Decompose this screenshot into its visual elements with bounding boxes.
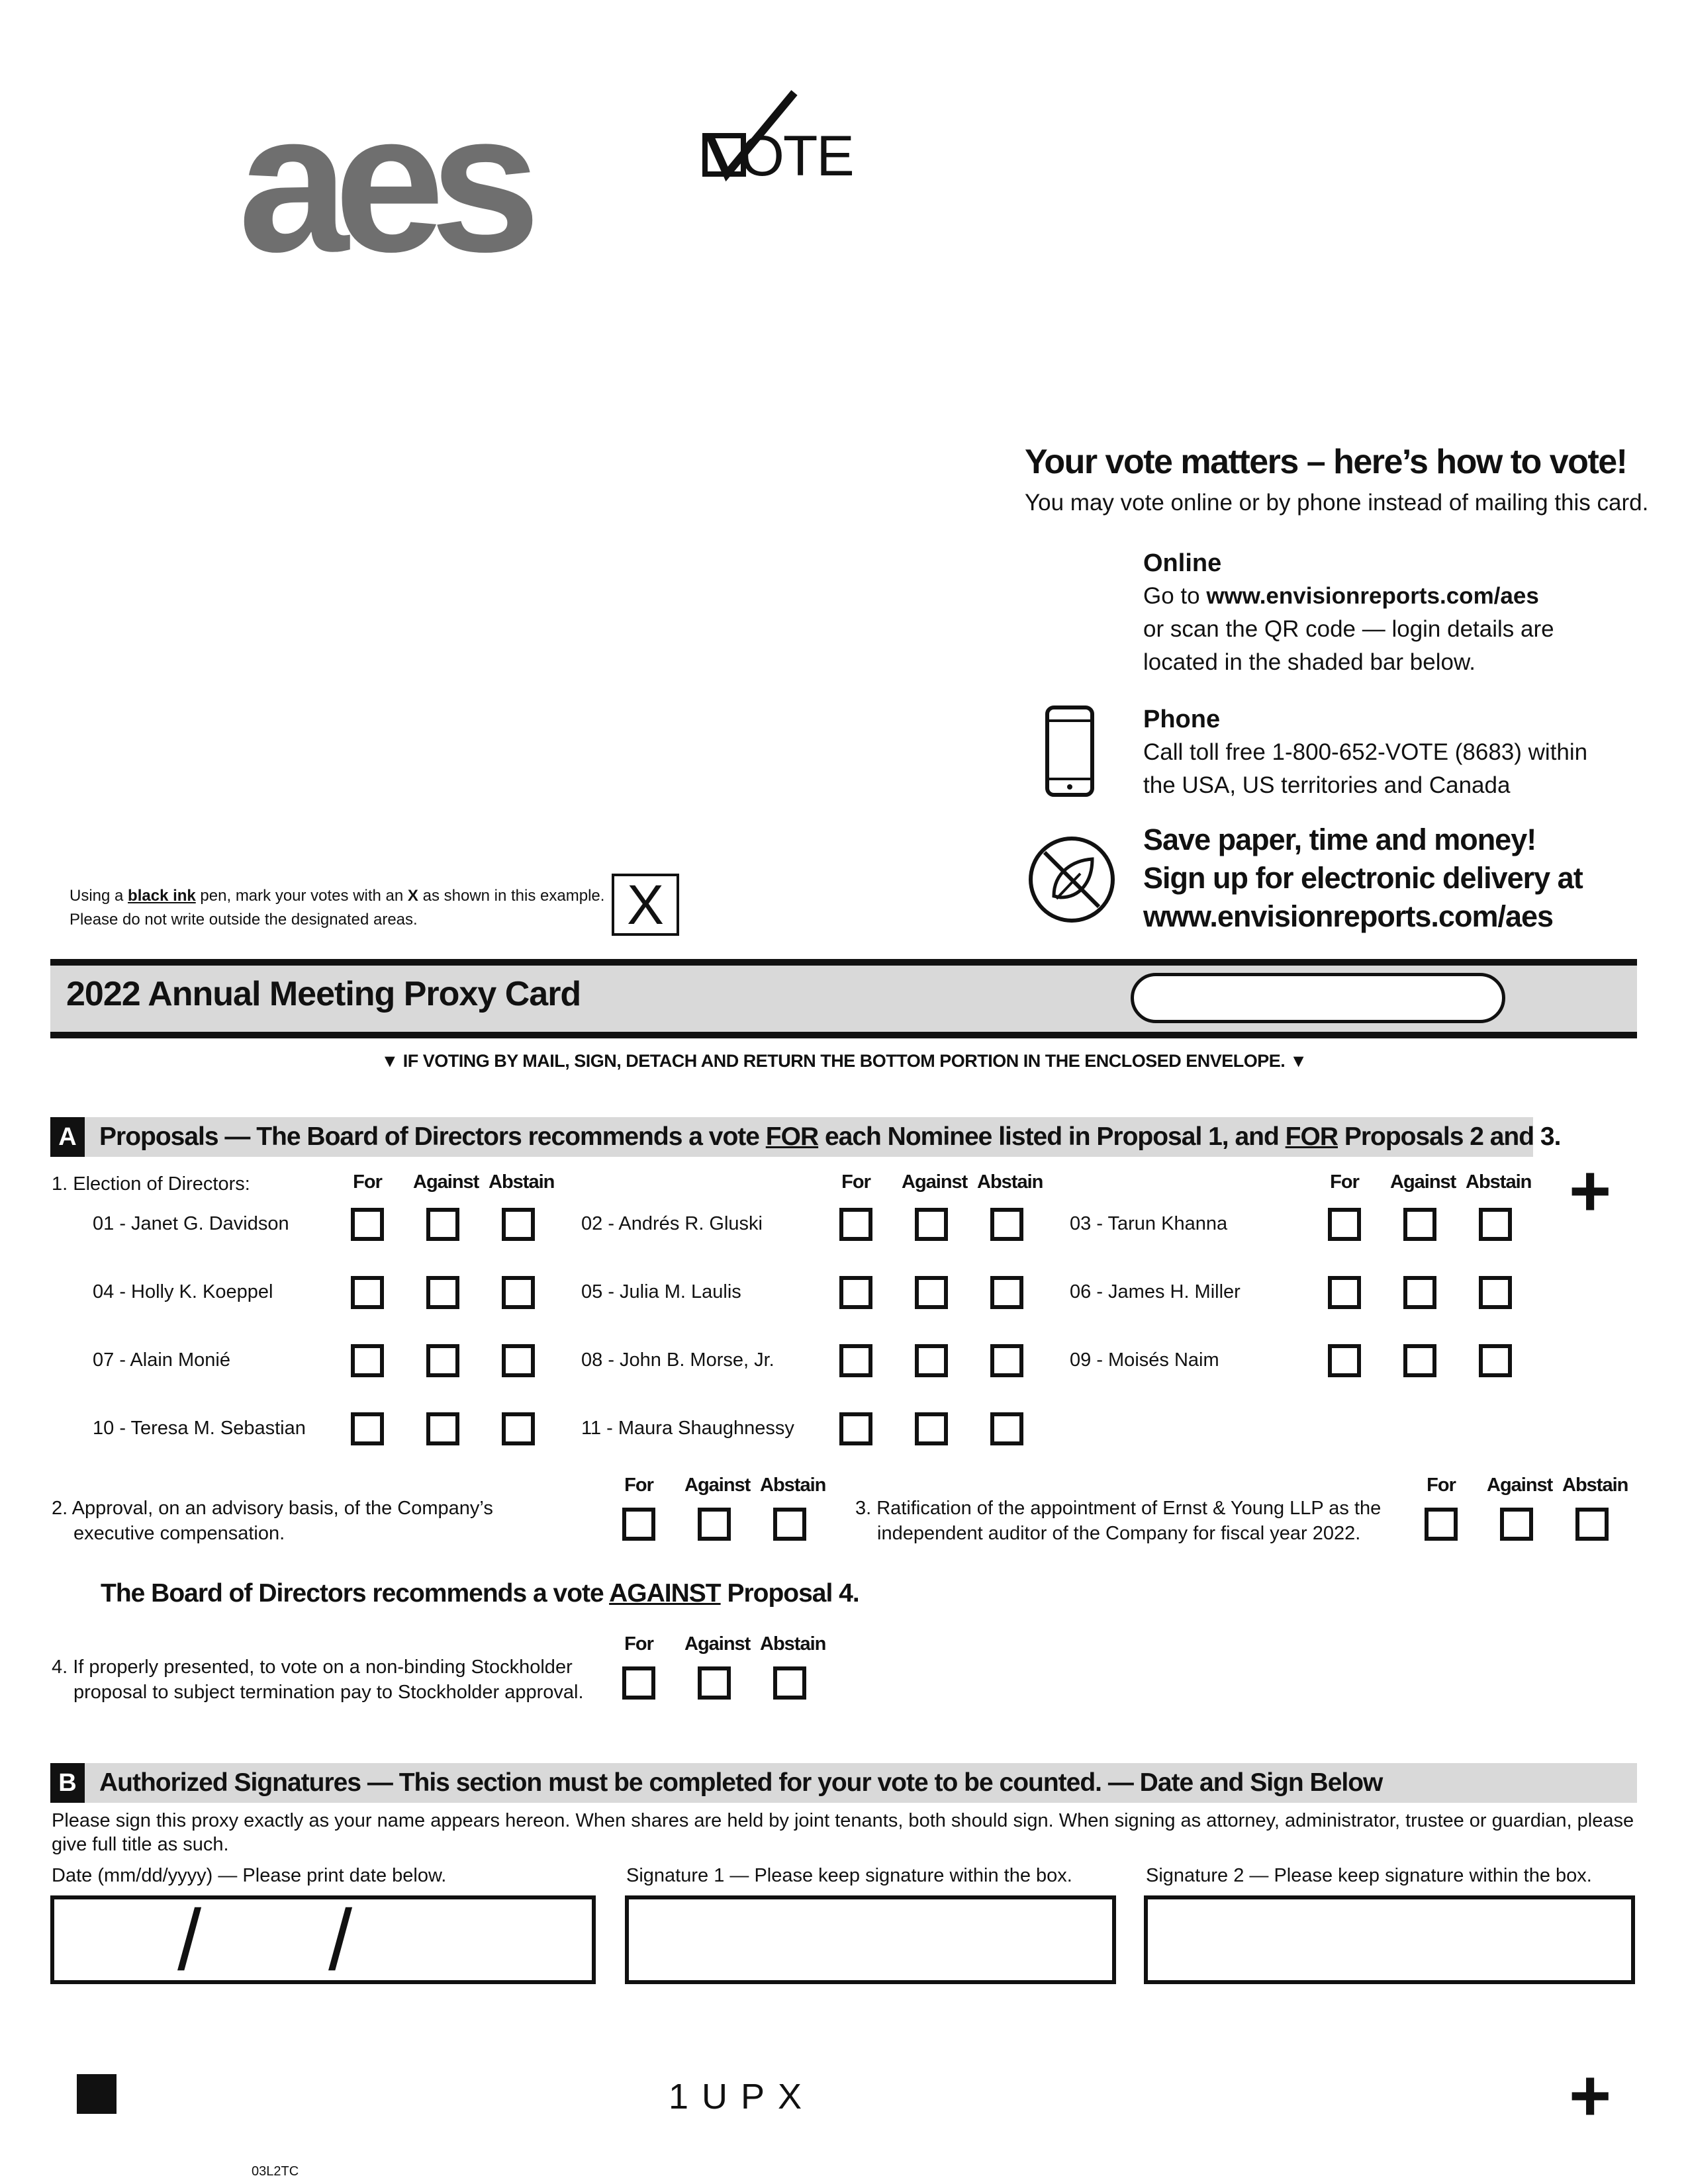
phone-block [1143, 703, 1587, 802]
nominee-08-against-checkbox[interactable] [915, 1344, 948, 1377]
save-line1: Save paper, time and money! [1143, 823, 1536, 856]
online-line1: Go to www.envisionreports.com/aes [1143, 583, 1539, 609]
signature-2-label: Signature 2 — Please keep signature within the box. [1146, 1865, 1592, 1886]
col-abstain: Abstain [489, 1171, 555, 1193]
nominee-label: 06 - James H. Miller [1070, 1281, 1241, 1302]
proposal-4-abstain-checkbox[interactable] [773, 1666, 806, 1700]
proposal-4-for-checkbox[interactable] [622, 1666, 655, 1700]
date-separator: / [328, 1891, 353, 1988]
nominee-label: 09 - Moisés Naim [1070, 1349, 1219, 1371]
proposal-2-against-checkbox[interactable] [698, 1508, 731, 1541]
form-code: 1UPX [669, 2077, 816, 2116]
proposal-4-label: 4. If properly presented, to vote on a non-binding Stockholder proposal to subject termination pay to Stockholder approval. [52, 1657, 584, 1703]
nominee-05-for-checkbox[interactable] [839, 1276, 872, 1309]
vote-matters-title: Your vote matters – here’s how to vote! [1025, 443, 1627, 481]
aes-logo-text: aes [238, 71, 526, 293]
section-b-title: Authorized Signatures — This section must be completed for your vote to be counted. — Date and Sign Below [99, 1768, 1383, 1797]
save-url-link[interactable]: www.envisionreports.com/aes [1143, 899, 1554, 933]
signature-2-field[interactable] [1144, 1895, 1635, 1984]
small-form-code: 03L2TC [252, 2164, 299, 2179]
nominee-label: 11 - Maura Shaughnessy [581, 1418, 794, 1439]
nominee-label: 10 - Teresa M. Sebastian [93, 1418, 306, 1439]
proposal-1-label: 1. Election of Directors: [52, 1173, 250, 1195]
nominee-01-for-checkbox[interactable] [351, 1208, 384, 1241]
nominee-03-against-checkbox[interactable] [1403, 1208, 1436, 1241]
col-for: For [1427, 1475, 1456, 1496]
electronic-delivery-block [1143, 821, 1583, 936]
detach-instruction: ▼ IF VOTING BY MAIL, SIGN, DETACH AND RETURN THE BOTTOM PORTION IN THE ENCLOSED ENVELOPE. ▼ [381, 1051, 1307, 1071]
nominee-06-against-checkbox[interactable] [1403, 1276, 1436, 1309]
nominee-07-abstain-checkbox[interactable] [502, 1344, 535, 1377]
date-separator: / [177, 1891, 202, 1988]
col-against: Against [902, 1171, 968, 1193]
online-block [1143, 547, 1554, 679]
col-against: Against [684, 1475, 751, 1496]
nominee-label: 01 - Janet G. Davidson [93, 1213, 289, 1234]
proposal-3-abstain-checkbox[interactable] [1575, 1508, 1609, 1541]
nominee-01-abstain-checkbox[interactable] [502, 1208, 535, 1241]
proposal-3-label: 3. Ratification of the appointment of Ernst & Young LLP as the independent auditor of the Company for fiscal year 2022. [855, 1498, 1382, 1544]
section-a-letter: A [50, 1117, 85, 1157]
col-for: For [353, 1171, 382, 1193]
nominee-11-abstain-checkbox[interactable] [990, 1412, 1023, 1445]
proposal-4-against-checkbox[interactable] [698, 1666, 731, 1700]
nominee-03-for-checkbox[interactable] [1328, 1208, 1361, 1241]
nominee-04-against-checkbox[interactable] [426, 1276, 459, 1309]
card-title: 2022 Annual Meeting Proxy Card [66, 975, 581, 1013]
vote-logo-text: OTE [740, 124, 853, 188]
nominee-01-against-checkbox[interactable] [426, 1208, 459, 1241]
col-for: For [624, 1633, 653, 1655]
col-abstain: Abstain [760, 1633, 826, 1655]
col-abstain: Abstain [1562, 1475, 1628, 1496]
signature-instructions: Please sign this proxy exactly as your name appears hereon. When shares are held by joint tenants, both should sign. When signing as attorney, administrator, trustee or guardian, please give full title as such. [52, 1810, 1634, 1855]
save-line2: Sign up for electronic delivery at [1143, 861, 1583, 895]
phone-line2: the USA, US territories and Canada [1143, 772, 1511, 798]
nominee-02-abstain-checkbox[interactable] [990, 1208, 1023, 1241]
nominee-08-for-checkbox[interactable] [839, 1344, 872, 1377]
proposal-3-for-checkbox[interactable] [1425, 1508, 1458, 1541]
col-against: Against [1390, 1171, 1456, 1193]
nominee-10-abstain-checkbox[interactable] [502, 1412, 535, 1445]
col-for: For [1330, 1171, 1359, 1193]
col-against: Against [684, 1633, 751, 1655]
no-paper-leaf-icon [1027, 835, 1116, 924]
vote-logo [702, 89, 874, 189]
nominee-07-against-checkbox[interactable] [426, 1344, 459, 1377]
col-against: Against [1487, 1475, 1553, 1496]
col-abstain: Abstain [1466, 1171, 1532, 1193]
nominee-09-against-checkbox[interactable] [1403, 1344, 1436, 1377]
phone-heading: Phone [1143, 705, 1221, 733]
nominee-06-abstain-checkbox[interactable] [1479, 1276, 1512, 1309]
nominee-02-against-checkbox[interactable] [915, 1208, 948, 1241]
nominee-label: 07 - Alain Monié [93, 1349, 230, 1371]
control-number-pill [1131, 973, 1505, 1023]
nominee-04-abstain-checkbox[interactable] [502, 1276, 535, 1309]
col-for: For [841, 1171, 870, 1193]
nominee-label: 03 - Tarun Khanna [1070, 1213, 1228, 1234]
nominee-05-abstain-checkbox[interactable] [990, 1276, 1023, 1309]
nominee-10-for-checkbox[interactable] [351, 1412, 384, 1445]
registration-plus-mark: + [1569, 1150, 1612, 1232]
col-abstain: Abstain [977, 1171, 1043, 1193]
proposal-2-abstain-checkbox[interactable] [773, 1508, 806, 1541]
nominee-04-for-checkbox[interactable] [351, 1276, 384, 1309]
online-heading: Online [1143, 549, 1222, 577]
against-recommendation: The Board of Directors recommends a vote AGAINST Proposal 4. [101, 1579, 859, 1608]
vote-matters-subtitle: You may vote online or by phone instead of mailing this card. [1025, 490, 1649, 516]
col-for: For [624, 1475, 653, 1496]
online-line2: or scan the QR code — login details are [1143, 616, 1554, 642]
nominee-11-against-checkbox[interactable] [915, 1412, 948, 1445]
phone-icon [1045, 705, 1095, 797]
col-abstain: Abstain [760, 1475, 826, 1496]
nominee-label: 05 - Julia M. Laulis [581, 1281, 741, 1302]
nominee-09-for-checkbox[interactable] [1328, 1344, 1361, 1377]
proposal-3-against-checkbox[interactable] [1500, 1508, 1533, 1541]
date-label: Date (mm/dd/yyyy) — Please print date below. [52, 1865, 447, 1886]
phone-line1: Call toll free 1-800-652-VOTE (8683) within [1143, 739, 1588, 765]
black-ink-text: black ink [128, 887, 196, 905]
aes-logo [238, 71, 609, 293]
section-b-letter: B [50, 1763, 85, 1803]
nominee-07-for-checkbox[interactable] [351, 1344, 384, 1377]
example-mark-box: X [612, 874, 679, 936]
proposal-2-label: 2. Approval, on an advisory basis, of the Company’s executive compensation. [52, 1498, 493, 1544]
nominee-09-abstain-checkbox[interactable] [1479, 1344, 1512, 1377]
proposal-2-for-checkbox[interactable] [622, 1508, 655, 1541]
nominee-label: 04 - Holly K. Koeppel [93, 1281, 273, 1302]
nominee-label: 02 - Andrés R. Gluski [581, 1213, 763, 1234]
registration-square-mark [77, 2074, 117, 2114]
signature-1-label: Signature 1 — Please keep signature within the box. [626, 1865, 1072, 1886]
online-url-link[interactable]: www.envisionreports.com/aes [1206, 583, 1539, 609]
nominee-label: 08 - John B. Morse, Jr. [581, 1349, 774, 1371]
nominee-02-for-checkbox[interactable] [839, 1208, 872, 1241]
col-against: Against [413, 1171, 479, 1193]
online-line3: located in the shaded bar below. [1143, 649, 1476, 675]
nominee-06-for-checkbox[interactable] [1328, 1276, 1361, 1309]
section-a-title: Proposals — The Board of Directors recommends a vote FOR each Nominee listed in Proposal 1, and FOR Proposals 2 and 3. [99, 1122, 1561, 1151]
nominee-08-abstain-checkbox[interactable] [990, 1344, 1023, 1377]
nominee-03-abstain-checkbox[interactable] [1479, 1208, 1512, 1241]
registration-plus-mark: + [1569, 2055, 1612, 2136]
signature-1-field[interactable] [625, 1895, 1116, 1984]
nominee-05-against-checkbox[interactable] [915, 1276, 948, 1309]
nominee-10-against-checkbox[interactable] [426, 1412, 459, 1445]
marking-instructions: Using a black ink pen, mark your votes with an X as shown in this example. Please do not write outside the designated areas. [70, 887, 605, 929]
date-field[interactable] [50, 1891, 596, 1988]
nominee-11-for-checkbox[interactable] [839, 1412, 872, 1445]
